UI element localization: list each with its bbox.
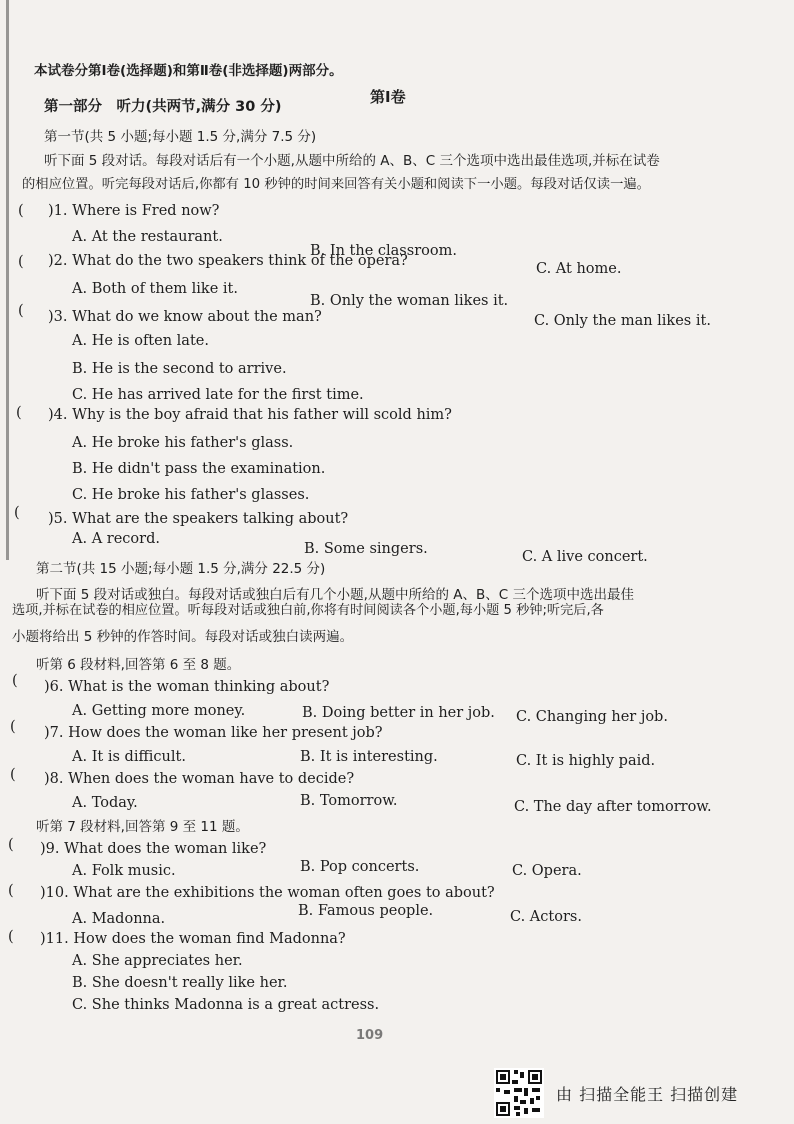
answer-paren: ( xyxy=(16,405,22,421)
section1-instructions-2: 的相应位置。听完每段对话后,你都有 10 秒钟的时间来回答有关小题和阅读下一小题。每段对话仅读一遍。 xyxy=(22,177,650,192)
question-4-option-c: C. He broke his father's glasses. xyxy=(72,487,310,503)
question-6-stem: )6. What is the woman thinking about? xyxy=(44,679,330,695)
question-7-option-a: A. It is difficult. xyxy=(72,749,186,765)
question-2-option-c: C. Only the man likes it. xyxy=(534,313,711,329)
question-11-stem: )11. How does the woman find Madonna? xyxy=(40,931,346,947)
question-1-option-c: C. At home. xyxy=(536,261,622,277)
question-9-stem: )9. What does the woman like? xyxy=(40,841,267,857)
question-3-option-a: A. He is often late. xyxy=(72,333,209,349)
question-4-stem: )4. Why is the boy afraid that his father will scold him? xyxy=(48,407,452,423)
question-7-stem: )7. How does the woman like her present job? xyxy=(44,725,383,741)
question-8-option-a: A. Today. xyxy=(72,795,138,811)
question-10-stem: )10. What are the exhibitions the woman often goes to about? xyxy=(40,885,495,901)
question-10-option-c: C. Actors. xyxy=(510,909,582,925)
question-8-stem: )8. When does the woman have to decide? xyxy=(44,771,355,787)
answer-paren: ( xyxy=(8,929,14,945)
question-6-option-a: A. Getting more money. xyxy=(72,703,246,719)
question-9-option-b: B. Pop concerts. xyxy=(300,859,420,875)
question-5-option-c: C. A live concert. xyxy=(522,549,648,565)
question-4-option-b: B. He didn't pass the examination. xyxy=(72,461,326,477)
answer-paren: ( xyxy=(10,719,16,735)
answer-paren: ( xyxy=(8,837,14,853)
question-3-stem: )3. What do we know about the man? xyxy=(48,309,322,325)
answer-paren: ( xyxy=(18,254,24,270)
question-2-option-a: A. Both of them like it. xyxy=(72,281,238,297)
question-10-option-a: A. Madonna. xyxy=(72,911,166,927)
question-7-option-c: C. It is highly paid. xyxy=(516,753,656,769)
question-8-option-b: B. Tomorrow. xyxy=(300,793,398,809)
question-5-option-a: A. A record. xyxy=(72,531,160,547)
answer-paren: ( xyxy=(12,673,18,689)
question-3-option-b: B. He is the second to arrive. xyxy=(72,361,287,377)
question-2-stem: )2. What do the two speakers think of the opera? xyxy=(48,253,408,269)
answer-paren: ( xyxy=(10,767,16,783)
part1-title: 第一部分 听力(共两节,满分 30 分) xyxy=(44,99,282,115)
question-2-option-b: B. Only the woman likes it. xyxy=(310,293,509,309)
question-1-stem: )1. Where is Fred now? xyxy=(48,203,220,219)
question-11-option-c: C. She thinks Madonna is a great actress. xyxy=(72,997,380,1013)
section2-instructions-1: 听下面 5 段对话或独白。每段对话或独白后有几个小题,从题中所给的 A、B、C 三个选项中选出最佳 xyxy=(36,587,634,603)
question-9-option-c: C. Opera. xyxy=(512,863,582,879)
question-11-option-a: A. She appreciates her. xyxy=(72,953,243,969)
question-4-option-a: A. He broke his father's glass. xyxy=(72,435,294,451)
question-1-option-a: A. At the restaurant. xyxy=(72,229,223,245)
question-5-option-b: B. Some singers. xyxy=(304,541,428,557)
page-number: 109 xyxy=(356,1028,384,1043)
scanner-credit: 由 扫描全能王 扫描创建 xyxy=(556,1084,739,1104)
answer-paren: ( xyxy=(18,303,24,319)
volume-title: 第Ⅰ卷 xyxy=(370,88,406,106)
question-5-stem: )5. What are the speakers talking about? xyxy=(48,511,349,527)
section2-instructions-3: 小题将给出 5 秒钟的作答时间。每段对话或独白读两遍。 xyxy=(12,629,354,645)
question-3-option-c: C. He has arrived late for the first time. xyxy=(72,387,364,403)
question-7-option-b: B. It is interesting. xyxy=(300,749,438,765)
scanner-watermark xyxy=(494,1068,738,1118)
section1-instructions-1: 听下面 5 段对话。每段对话后有一个小题,从题中所给的 A、B、C 三个选项中选出最佳选项,并标在试卷 xyxy=(44,153,660,169)
section2-instructions-2: 选项,并标在试卷的相应位置。听每段对话或独白前,你将有时间阅读各个小题,每小题 5 秒钟;听完后,各 xyxy=(12,603,604,618)
answer-paren: ( xyxy=(8,883,14,899)
answer-paren: ( xyxy=(18,203,24,219)
question-6-option-c: C. Changing her job. xyxy=(516,709,668,725)
question-8-option-c: C. The day after tomorrow. xyxy=(514,799,712,815)
question-1-option-b: B. In the classroom. xyxy=(310,243,457,259)
material-6-note: 听第 6 段材料,回答第 6 至 8 题。 xyxy=(36,657,241,673)
question-10-option-b: B. Famous people. xyxy=(298,903,434,919)
section2-title: 第二节(共 15 小题;每小题 1.5 分,满分 22.5 分) xyxy=(36,561,326,577)
header-note: 本试卷分第Ⅰ卷(选择题)和第Ⅱ卷(非选择题)两部分。 xyxy=(34,63,343,79)
question-6-option-b: B. Doing better in her job. xyxy=(302,705,495,721)
qr-code-icon xyxy=(494,1068,544,1118)
section1-title: 第一节(共 5 小题;每小题 1.5 分,满分 7.5 分) xyxy=(44,129,317,145)
question-11-option-b: B. She doesn't really like her. xyxy=(72,975,288,991)
answer-paren: ( xyxy=(14,505,20,521)
question-9-option-a: A. Folk music. xyxy=(72,863,176,879)
page-edge-shadow xyxy=(6,0,9,560)
material-7-note: 听第 7 段材料,回答第 9 至 11 题。 xyxy=(36,819,249,835)
